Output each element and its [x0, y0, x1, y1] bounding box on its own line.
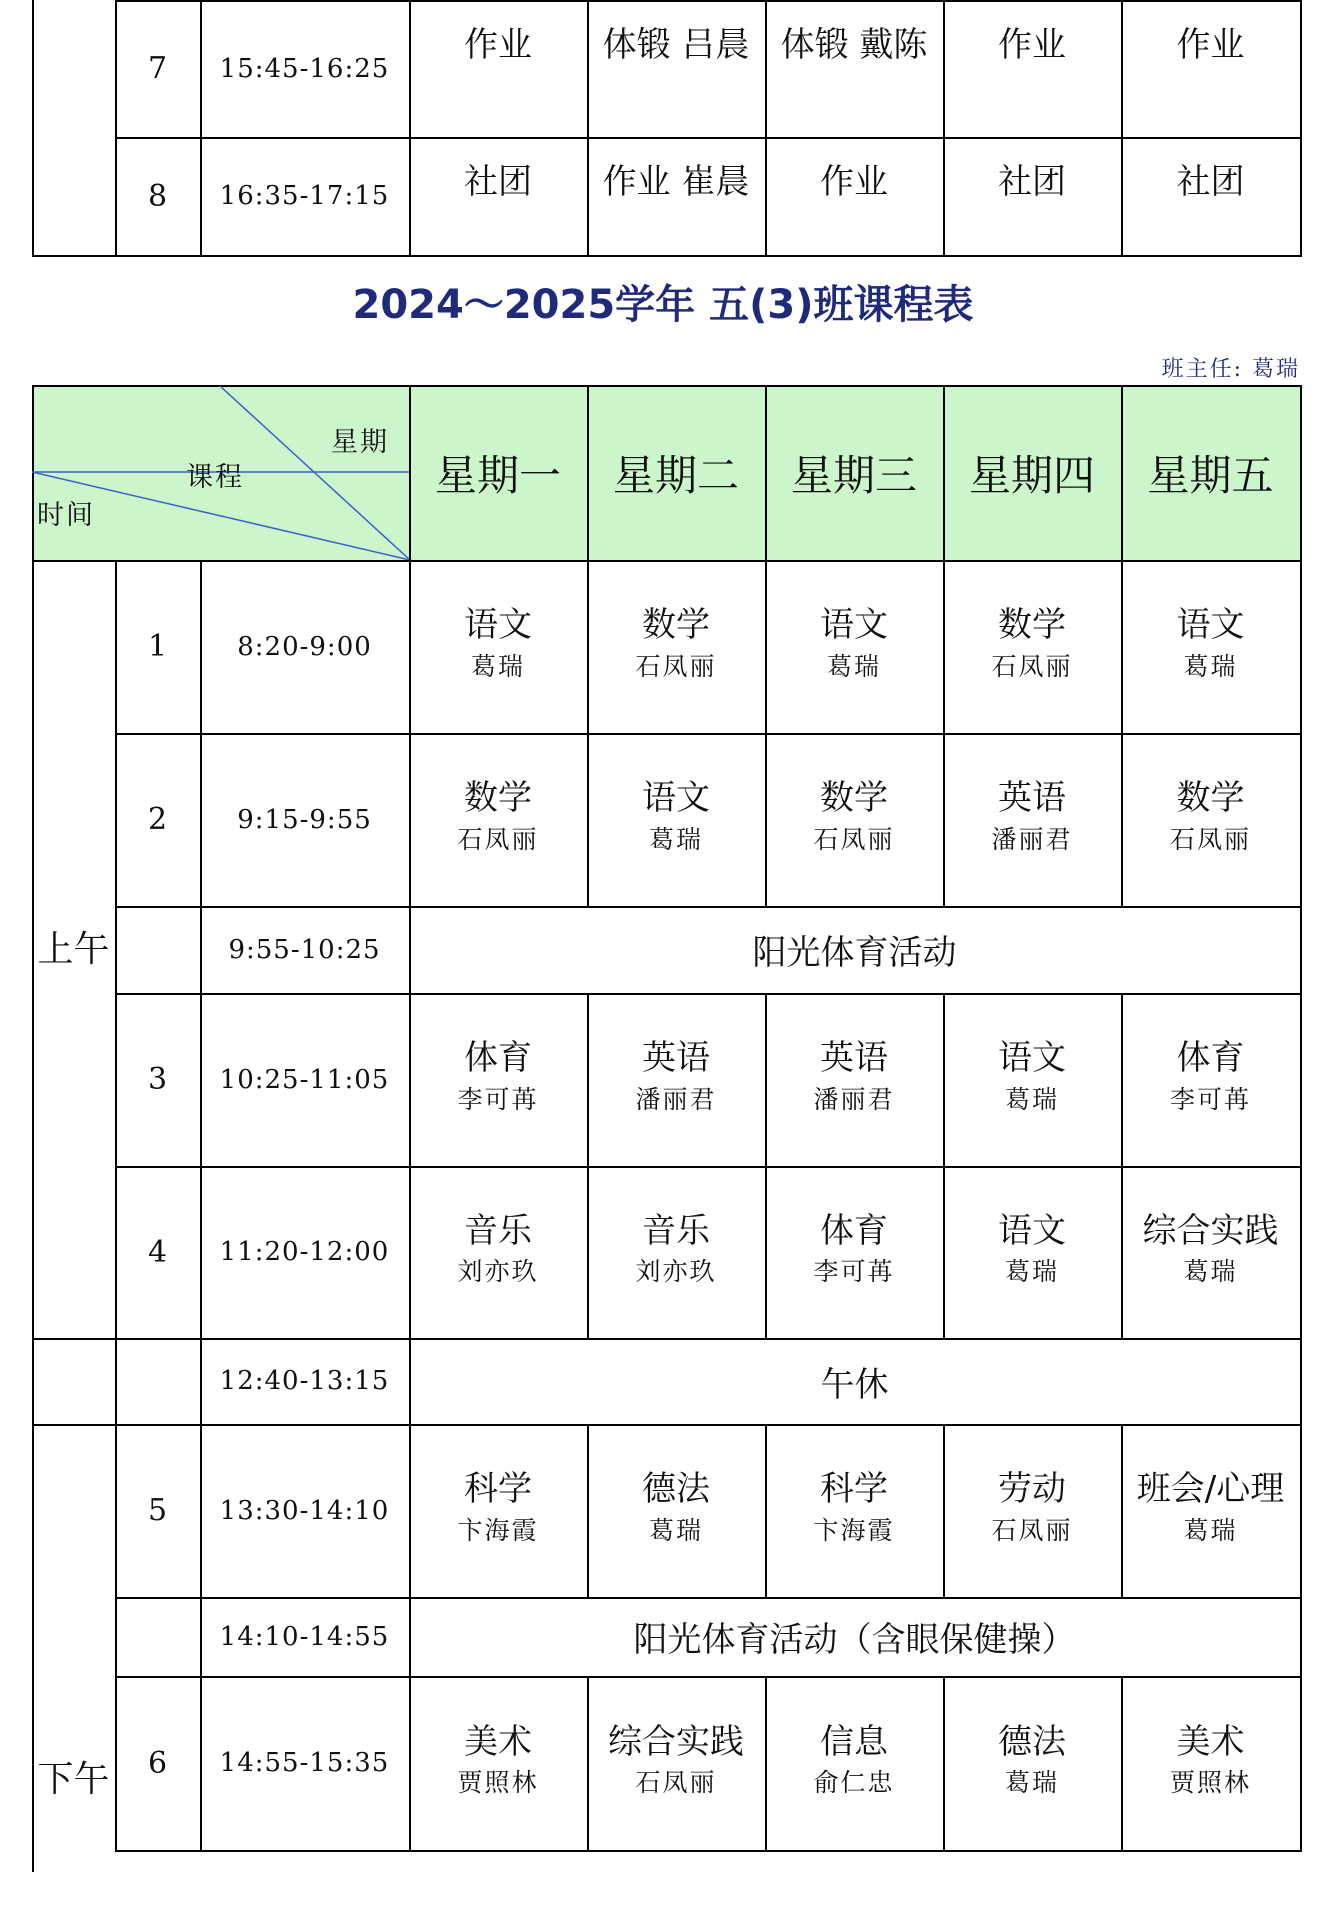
left-border: [32, 0, 34, 257]
page-bottom-mask: [0, 1852, 1326, 1922]
subject-label: 语文: [464, 605, 532, 645]
schedule-entry: 作业: [998, 24, 1066, 65]
subject-label: 体育: [1176, 1038, 1245, 1078]
teacher-name: 贾照林: [457, 1768, 539, 1797]
teacher-name: 刘亦玖: [457, 1257, 539, 1286]
subject-label: 美术: [1176, 1721, 1245, 1762]
break-time: 14:10-14:55: [219, 1621, 390, 1652]
subject-label: 美术: [464, 1721, 532, 1762]
empty-number-cell: [115, 906, 202, 995]
subject-label: 综合实践: [1142, 1210, 1279, 1251]
period-time: 8:20-9:00: [237, 631, 372, 662]
subject-label: 语文: [998, 1210, 1066, 1251]
subject-label: 英语: [642, 1038, 710, 1078]
schedule-entry: 社团: [998, 161, 1066, 202]
subject-label: 班会/心理: [1136, 1469, 1285, 1509]
page-title: 2024～2025学年 五(3)班课程表: [352, 281, 974, 328]
teacher-name: 潘丽君: [991, 824, 1073, 854]
teacher-name: 葛瑞: [1004, 1084, 1059, 1114]
teacher-name: 卞海霞: [457, 1515, 539, 1545]
teacher-name: 葛瑞: [1183, 1515, 1238, 1545]
teacher-name: 李可苒: [1169, 1084, 1251, 1114]
period-number: 8: [147, 178, 168, 214]
teacher-name: 葛瑞: [470, 651, 525, 681]
empty-number-cell: [115, 1597, 202, 1678]
teacher-name: 贾照林: [1169, 1768, 1251, 1797]
period-number: 7: [147, 51, 168, 86]
teacher-name: 石凤丽: [1169, 824, 1251, 854]
break-activity: 阳光体育活动（含眼保健操）: [633, 1620, 1076, 1660]
period-time: 13:30-14:10: [219, 1495, 390, 1526]
subject-label: 体育: [820, 1210, 888, 1251]
headteacher-label: 班主任: 葛瑞: [1161, 357, 1300, 382]
subject-label: 语文: [998, 1038, 1066, 1078]
period-time: 9:15-9:55: [237, 804, 372, 835]
subject-label: 体育: [464, 1038, 532, 1078]
period-number: 4: [147, 1234, 168, 1270]
subject-label: 语文: [820, 605, 888, 645]
empty-number-cell: [115, 1338, 202, 1426]
day-header: 星期四: [968, 450, 1095, 500]
schedule-entry: 体锻 戴陈: [780, 24, 928, 65]
period-number: 5: [147, 1493, 168, 1528]
subject-label: 语文: [642, 778, 710, 818]
teacher-name: 潘丽君: [635, 1084, 717, 1114]
subject-label: 数学: [464, 778, 532, 818]
schedule-entry: 体锻 吕晨: [602, 24, 750, 65]
subject-label: 数学: [998, 605, 1066, 645]
subject-label: 音乐: [464, 1210, 532, 1251]
subject-label: 英语: [998, 778, 1066, 818]
subject-label: 语文: [1176, 605, 1245, 645]
teacher-name: 石凤丽: [991, 1515, 1073, 1545]
subject-label: 劳动: [998, 1469, 1066, 1509]
break-activity: 阳光体育活动: [752, 933, 957, 973]
teacher-name: 卞海霞: [813, 1515, 895, 1545]
day-header: 星期一: [434, 450, 561, 500]
afternoon-left-border-tail: [32, 1852, 34, 1872]
teacher-name: 葛瑞: [648, 1515, 703, 1545]
subject-label: 数学: [642, 605, 710, 645]
course-axis-label: 课程: [186, 461, 244, 493]
teacher-name: 葛瑞: [1183, 1257, 1238, 1286]
afternoon-label: 下午: [37, 1759, 110, 1800]
teacher-name: 葛瑞: [648, 824, 703, 854]
subject-label: 德法: [642, 1469, 710, 1509]
time-axis-label: 时间: [37, 499, 95, 531]
period-number: 2: [147, 802, 168, 837]
subject-label: 科学: [464, 1469, 532, 1509]
teacher-name: 石凤丽: [635, 1768, 717, 1797]
day-header: 星期三: [790, 450, 917, 500]
teacher-name: 刘亦玖: [635, 1257, 717, 1286]
schedule-entry: 社团: [464, 161, 532, 202]
break-time: 9:55-10:25: [228, 934, 381, 965]
period-number: 3: [147, 1062, 168, 1097]
empty-label-cell: [32, 1338, 117, 1426]
teacher-name: 石凤丽: [635, 651, 717, 681]
period-time: 14:55-15:35: [219, 1748, 390, 1778]
teacher-name: 俞仁忠: [813, 1768, 895, 1797]
period-time: 15:45-16:25: [219, 53, 390, 84]
teacher-name: 石凤丽: [991, 651, 1073, 681]
teacher-name: 葛瑞: [1183, 651, 1238, 681]
subject-label: 信息: [820, 1721, 888, 1762]
teacher-name: 葛瑞: [1004, 1257, 1059, 1286]
subject-label: 数学: [1176, 778, 1245, 818]
subject-label: 音乐: [642, 1210, 710, 1251]
schedule-entry: 作业 崔晨: [602, 161, 750, 202]
subject-label: 科学: [820, 1469, 888, 1509]
break-activity: 午休: [820, 1364, 889, 1405]
weekday-axis-label: 星期: [331, 426, 389, 458]
teacher-name: 葛瑞: [1004, 1768, 1059, 1797]
period-time: 11:20-12:00: [219, 1237, 390, 1267]
schedule-entry: 社团: [1176, 161, 1245, 202]
subject-label: 数学: [820, 778, 888, 818]
teacher-name: 葛瑞: [826, 651, 881, 681]
period-time: 10:25-11:05: [219, 1064, 390, 1095]
teacher-name: 石凤丽: [813, 824, 895, 854]
schedule-entry: 作业: [464, 24, 532, 65]
period-number: 6: [147, 1745, 168, 1781]
day-header: 星期二: [612, 450, 739, 500]
teacher-name: 潘丽君: [813, 1084, 895, 1114]
subject-label: 德法: [998, 1721, 1066, 1762]
schedule-entry: 作业: [1176, 24, 1245, 65]
subject-label: 英语: [820, 1038, 888, 1078]
break-time: 12:40-13:15: [219, 1366, 390, 1396]
day-header: 星期五: [1147, 450, 1274, 500]
teacher-name: 李可苒: [813, 1257, 895, 1286]
morning-label: 上午: [37, 929, 110, 970]
subject-label: 综合实践: [608, 1721, 744, 1762]
teacher-name: 石凤丽: [457, 824, 539, 854]
period-time: 16:35-17:15: [219, 181, 390, 211]
schedule-entry: 作业: [820, 161, 888, 202]
period-number: 1: [147, 629, 168, 664]
teacher-name: 李可苒: [457, 1084, 539, 1114]
